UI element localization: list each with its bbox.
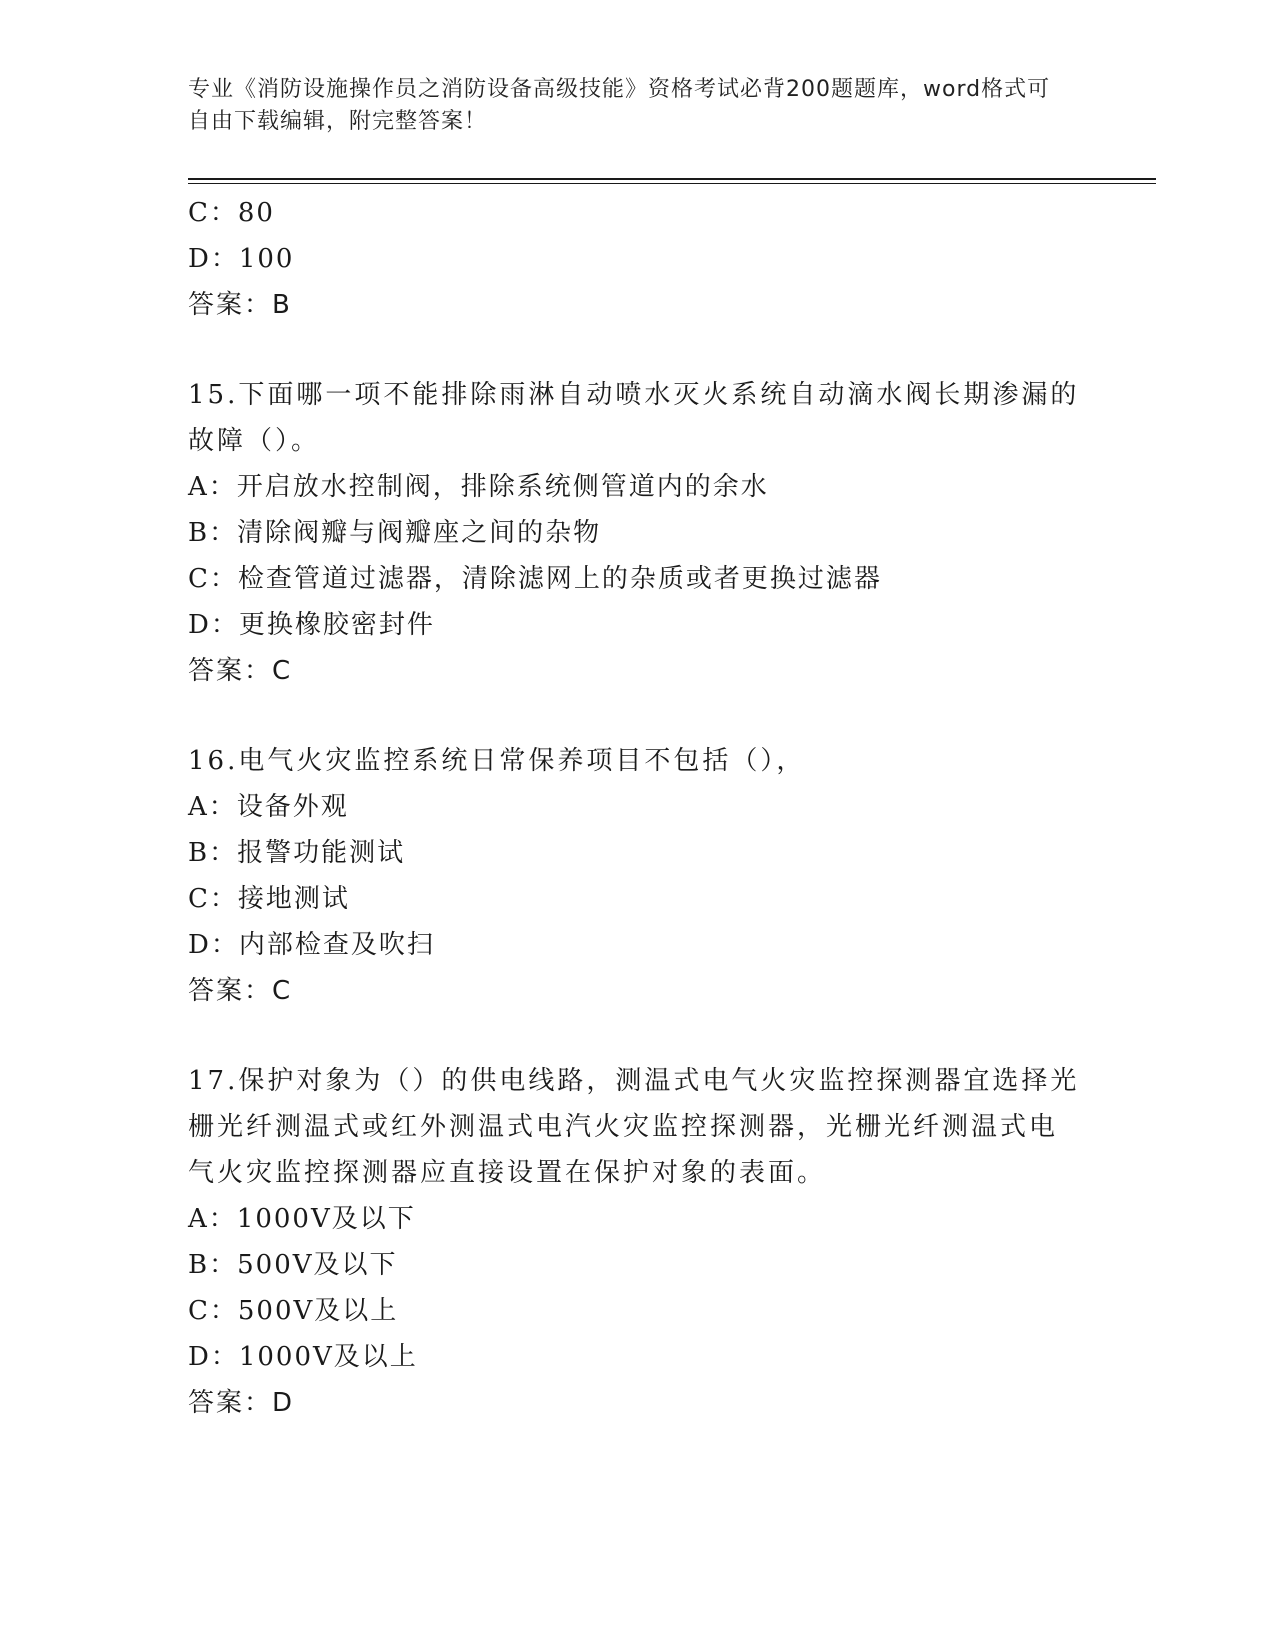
question-stem: 故障（）。 xyxy=(188,426,321,456)
question-stem: 气火灾监控探测器应直接设置在保护对象的表面。 xyxy=(188,1158,827,1188)
option-d: D：100 xyxy=(188,244,295,274)
answer-line: 答案：C xyxy=(188,656,293,686)
option-c: C：80 xyxy=(188,198,275,228)
spacer xyxy=(188,328,1088,372)
page-header-title: 专业《消防设施操作员之消防设备高级技能》资格考试必背200题题库，word格式可自由下载编辑，附完整答案！ xyxy=(188,77,1051,134)
option-b: B：清除阀瓣与阀瓣座之间的杂物 xyxy=(188,518,602,548)
spacer xyxy=(188,1014,1088,1058)
option-c: C：500V及以上 xyxy=(188,1296,399,1326)
option-a: A：开启放水控制阀，排除系统侧管道内的余水 xyxy=(188,472,769,502)
option-c: C：检查管道过滤器，清除滤网上的杂质或者更换过滤器 xyxy=(188,564,882,594)
question-stem: 15.下面哪一项不能排除雨淋自动喷水灭火系统自动滴水阀长期渗漏的 xyxy=(188,380,1080,410)
option-d: D：内部检查及吹扫 xyxy=(188,930,435,960)
option-a: A：设备外观 xyxy=(188,792,349,822)
previous-question-tail xyxy=(188,190,1088,328)
option-c: C：接地测试 xyxy=(188,884,350,914)
answer-line: 答案：D xyxy=(188,1388,295,1418)
question-stem: 栅光纤测温式或红外测温式电汽火灾监控探测器，光栅光纤测温式电 xyxy=(188,1112,1059,1142)
question-15 xyxy=(188,372,1088,694)
header-divider-thin xyxy=(188,183,1156,184)
option-b: B：报警功能测试 xyxy=(188,838,406,868)
spacer xyxy=(188,694,1088,738)
answer-line: 答案：B xyxy=(188,290,292,320)
question-stem: 17.保护对象为（）的供电线路，测温式电气火灾监控探测器宜选择光 xyxy=(188,1066,1080,1096)
option-a: A：1000V及以下 xyxy=(188,1204,416,1234)
question-17 xyxy=(188,1058,1088,1426)
question-list xyxy=(188,190,1088,1426)
question-16 xyxy=(188,738,1088,1014)
option-d: D：更换橡胶密封件 xyxy=(188,610,435,640)
answer-line: 答案：C xyxy=(188,976,293,1006)
option-d: D：1000V及以上 xyxy=(188,1342,418,1372)
question-stem: 16.电气火灾监控系统日常保养项目不包括（）， xyxy=(188,746,806,776)
header-divider-thick xyxy=(188,178,1156,180)
option-b: B：500V及以下 xyxy=(188,1250,398,1280)
